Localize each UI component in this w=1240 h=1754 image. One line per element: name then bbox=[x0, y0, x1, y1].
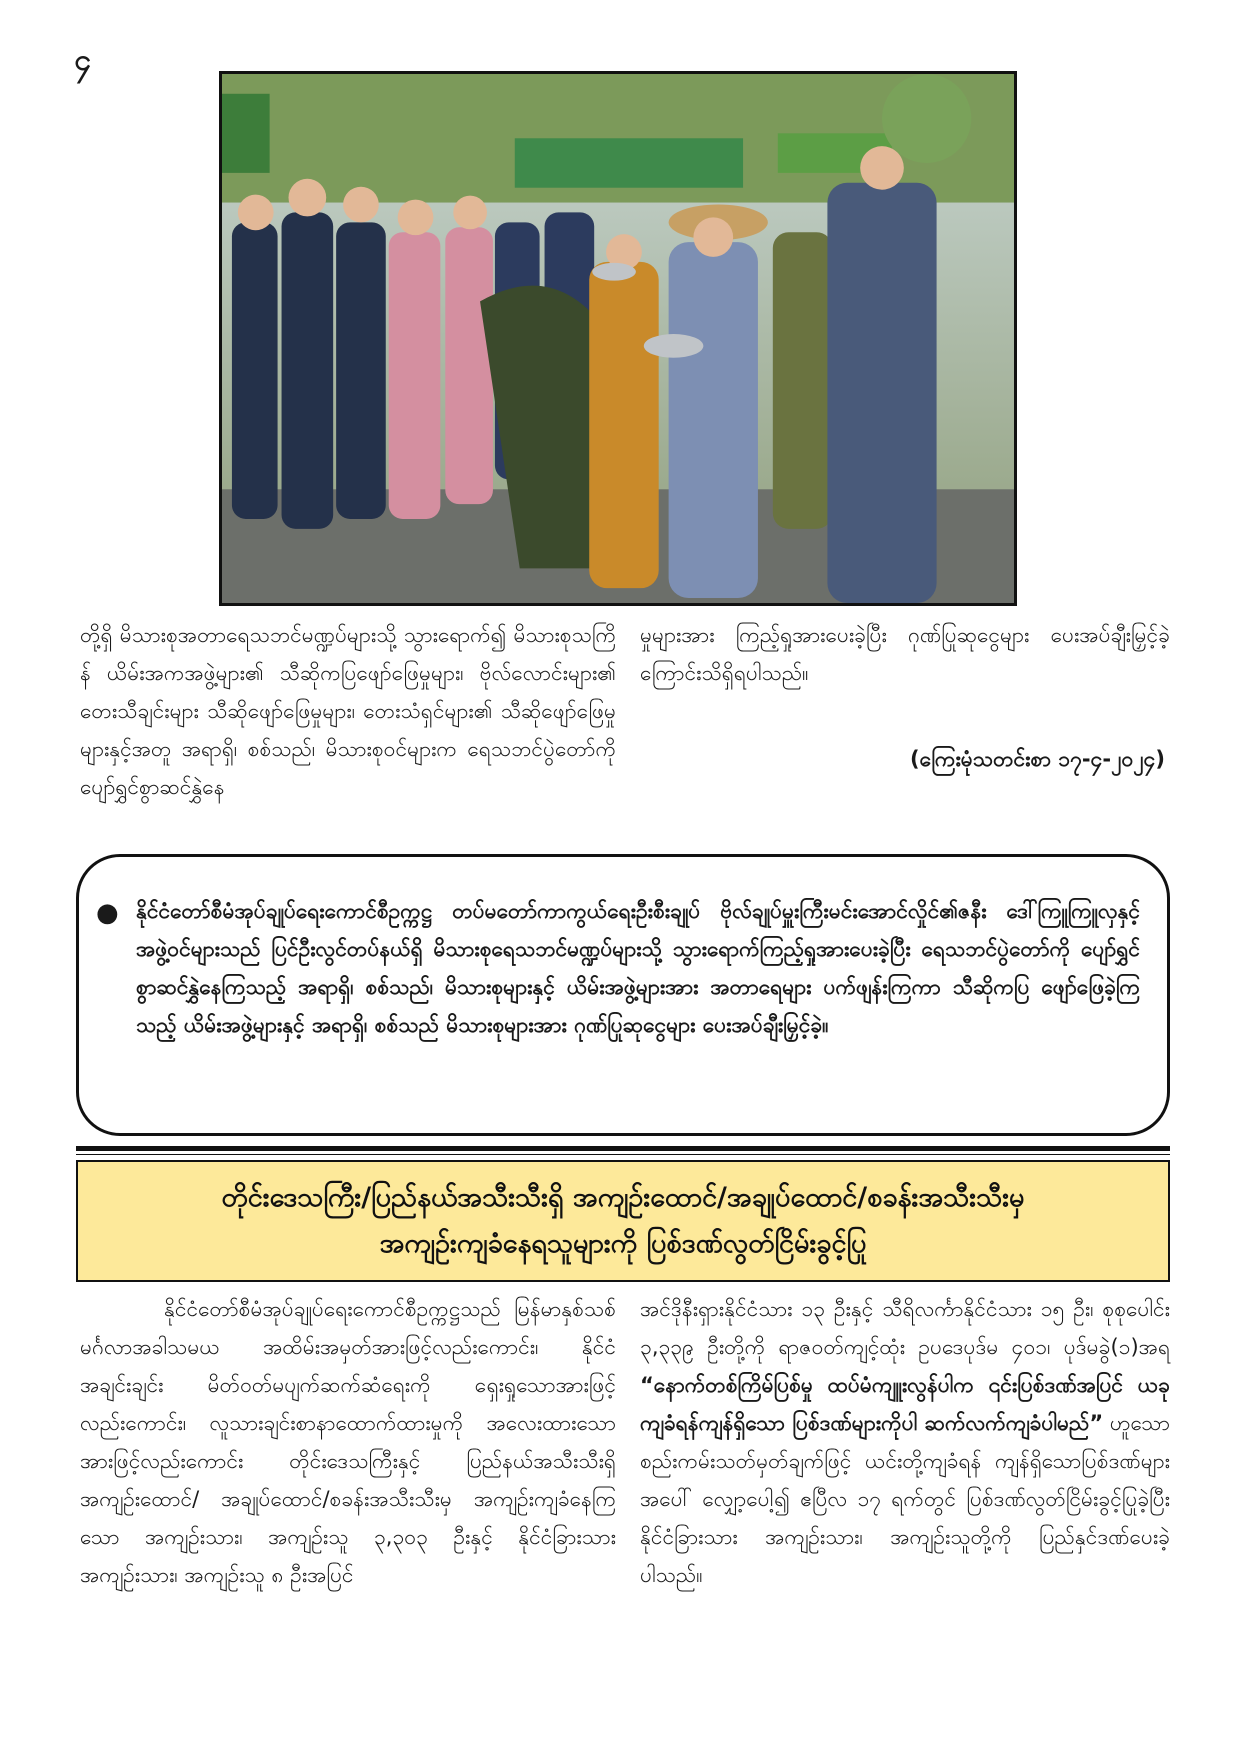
bullet-icon: ● bbox=[96, 898, 119, 928]
bottom-article-quote: “နောက်တစ်ကြိမ်ပြစ်မှု ထပ်မံကျူးလွန်ပါက ၎င်းပြစ်ဒဏ်အပြင် ယခုကျခံရန်ကျန်ရှိသော ပြစ်ဒဏ်များကိုပါ ဆက်လက်ကျခံပါမည်” bbox=[640, 1373, 1170, 1435]
source-credit: (ကြေးမုံသတင်းစာ ၁၇-၄-၂၀၂၄) bbox=[909, 747, 1165, 771]
summary-text: နိုင်ငံတော်စီမံအုပ်ချုပ်ရေးကောင်စီဥက္ကဋ္ဌ တပ်မတော်ကာကွယ်ရေးဦးစီးချုပ် ဗိုလ်ချုပ်မှူးကြီးမင်းအောင်လှိုင်၏ဇနီး ဒေါ်ကြူကြူလှနှင့် အဖွဲ့ဝင်များသည် ပြင်ဦးလွင်တပ်နယ်ရှိ မိသားစုရေသဘင်မဏ္ဍပ်များသို့ သွားရောက်ကြည့်ရှုအားပေးခဲ့ပြီး ရေသဘင်ပွဲတော်ကို ပျော်ရွှင်စွာဆင်နွှဲနေကြသည့် အရာရှိ၊ စစ်သည်၊ မိသားစုများနှင့် ယိမ်းအဖွဲ့များအား အတာရေများ ပက်ဖျန်းကြကာ သီဆိုကပြ ဖျော်ဖြေခဲ့ကြသည့် ယိမ်းအဖွဲ့များနှင့် အရာရှိ၊ စစ်သည် မိသားစုများအား ဂုဏ်ပြုဆုငွေများ ပေးအပ်ချီးမြှင့်ခဲ့။ bbox=[136, 899, 1140, 1037]
bottom-article-left-column bbox=[80, 1290, 616, 1594]
divider-rule-thin bbox=[76, 1154, 1170, 1155]
bottom-article-right-text-1: အင်ဒိုနီးရှားနိုင်ငံသား ၁၃ ဦးနှင့် သီရိလင်္ကာနိုင်ငံသား ၁၅ ဦး၊ စုစုပေါင်း ၃,၃၃၉ ဦးတို့ကို ရာဇဝတ်ကျင့်ထုံး ဥပဒေပုဒ်မ ၄၀၁၊ ပုဒ်မခွဲ(၁)အရ bbox=[640, 1297, 1170, 1359]
headline-line-2: အကျဉ်းကျခံနေရသူများကို ပြစ်ဒဏ်လွတ်ငြိမ်းခွင့်ပြု bbox=[379, 1228, 867, 1259]
top-article-left-column: တို့ရှိ မိသားစုအတာရေသဘင်မဏ္ဍပ်များသို့ သွားရောက်၍ မိသားစုသကြိန် ယိမ်းအကအဖွဲ့များ၏ သီဆိုကပြဖျော်ဖြေမှုများ၊ ဗိုလ်လောင်းများ၏ တေးသီချင်းများ သီဆိုဖျော်ဖြေမှုများ၊ တေးသံရှင်များ၏ သီဆိုဖျော်ဖြေမှုများနှင့်အတူ အရာရှိ၊ စစ်သည်၊ မိသားစုဝင်များက ရေသဘင်ပွဲတော်ကို ပျော်ရွှင်စွာဆင်နွှဲနေ bbox=[80, 623, 616, 799]
news-photo bbox=[219, 71, 1017, 606]
bottom-article-right-column bbox=[640, 1290, 1170, 1594]
headline-line-1: တိုင်းဒေသကြီး/ပြည်နယ်အသီးသီးရှိ အကျဉ်းထောင်/အချုပ်ထောင်/စခန်းအသီးသီးမှ bbox=[221, 1182, 1025, 1213]
top-article-right-column: မှုများအား ကြည့်ရှုအားပေးခဲ့ပြီး ဂုဏ်ပြုဆုငွေများ ပေးအပ်ချီးမြှင့်ခဲ့ကြောင်းသိရှိရပါသည်။ bbox=[640, 623, 1170, 685]
divider-rule bbox=[76, 1146, 1170, 1151]
photo-scene-icon bbox=[222, 74, 1014, 603]
bottom-article-left-text: နိုင်ငံတော်စီမံအုပ်ချုပ်ရေးကောင်စီဥက္ကဋ္ဌသည် မြန်မာနှစ်သစ်မင်္ဂလာအခါသမယ အထိမ်းအမှတ်အားဖြင့်လည်းကောင်း၊ နိုင်ငံအချင်းချင်း မိတ်ဝတ်မပျက်ဆက်ဆံရေးကို ရှေးရှုသောအားဖြင့်လည်းကောင်း၊ လူသားချင်းစာနာထောက်ထားမှုကို အလေးထားသောအားဖြင့်လည်းကောင်း တိုင်းဒေသကြီးနှင့် ပြည်နယ်အသီးသီးရှိ အကျဉ်းထောင်/ အချုပ်ထောင်/စခန်းအသီးသီးမှ အကျဉ်းကျခံနေကြသော အကျဉ်းသား၊ အကျဉ်းသူ ၃,၃၀၃ ဦးနှင့် နိုင်ငံခြားသားအကျဉ်းသား၊ အကျဉ်းသူ ၈ ဦးအပြင် bbox=[80, 1297, 616, 1587]
headline-box bbox=[76, 1160, 1170, 1282]
bottom-article-right-text-2: ဟူသော စည်းကမ်းသတ်မှတ်ချက်ဖြင့် ယင်းတို့ကျခံရန် ကျန်ရှိသောပြစ်ဒဏ်များအပေါ် လျှော့ပေါ့၍ ဧပြီလ ၁၇ ရက်တွင် ပြစ်ဒဏ်လွတ်ငြိမ်းခွင့်ပြုခဲ့ပြီး နိုင်ငံခြားသား အကျဉ်းသား၊ အကျဉ်းသူတို့ကို ပြည်နှင်ဒဏ်ပေးခဲ့ပါသည်။ bbox=[640, 1411, 1170, 1587]
page-number: ၄ bbox=[74, 43, 91, 78]
